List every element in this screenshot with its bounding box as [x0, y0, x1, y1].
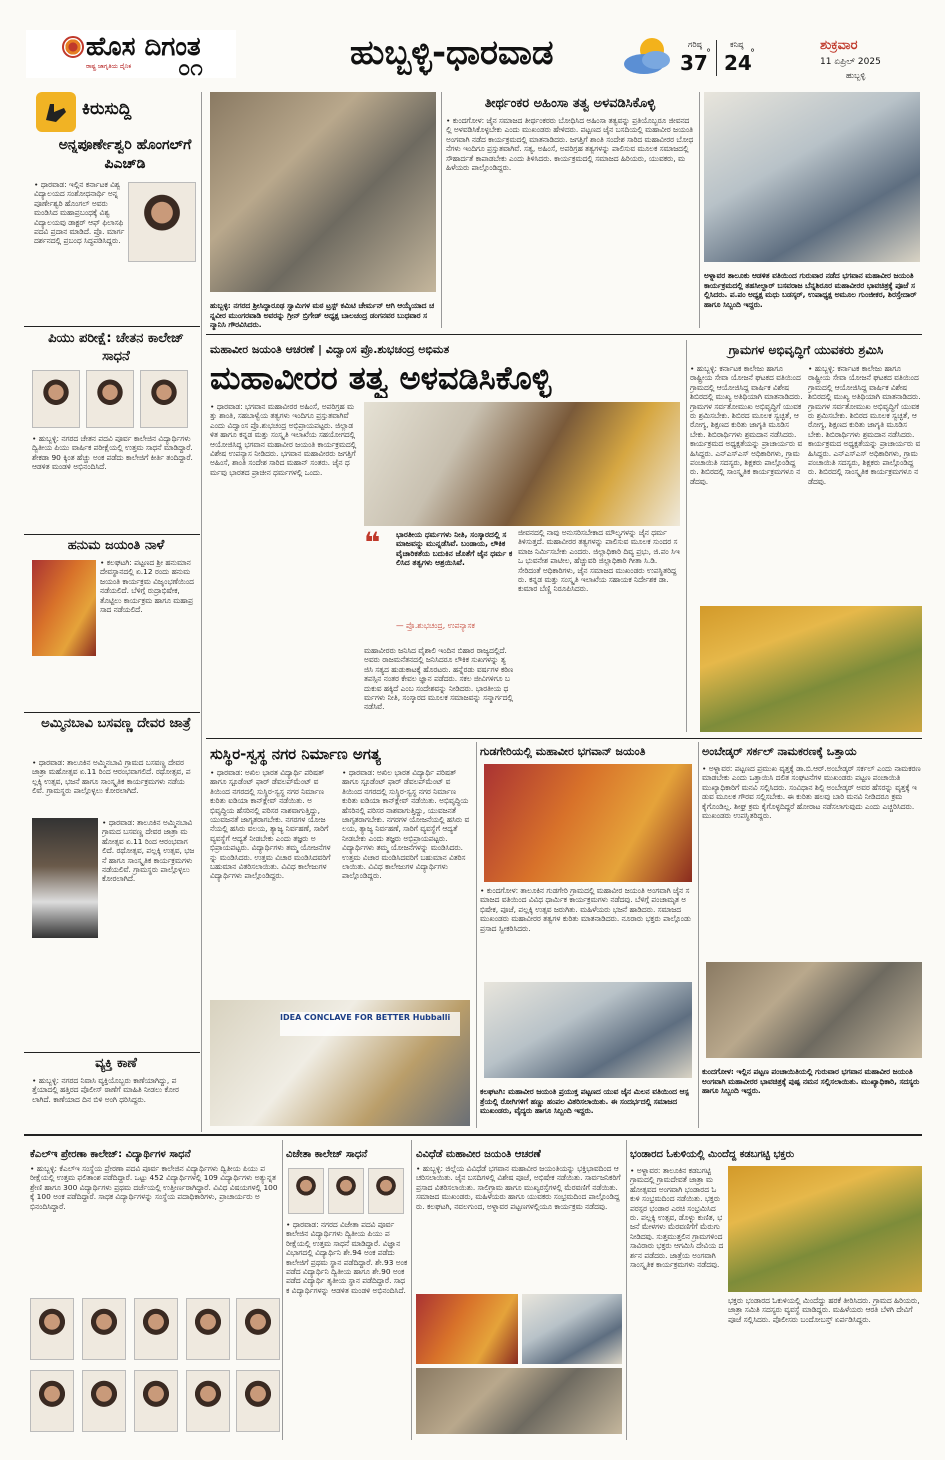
student-photo	[368, 1168, 404, 1214]
student-photo	[236, 1298, 280, 1360]
lead-photo	[364, 402, 680, 526]
temple-photo	[32, 818, 98, 938]
column-rule	[411, 1140, 412, 1440]
portrait-photo	[128, 182, 196, 262]
section-rule	[206, 334, 922, 335]
city: ಹುಬ್ಬಳ್ಳಿ	[846, 71, 866, 80]
student-photo	[134, 1298, 178, 1360]
tirthankar-headline: ತೀರ್ಥಂಕರ ಅಹಿಂಸಾ ತತ್ವ ಅಳವಡಿಸಿಕೊಳ್ಳಿ	[484, 96, 656, 111]
ambedkar-text: • ಅಳ್ನಾವರ: ಪಟ್ಟಣದ ಪ್ರಮುಖ ವೃತ್ತಕ್ಕೆ ಡಾ.ಬಿ.ಆರ್.ಅಂಬೇಡ್ಕರ್ ಸರ್ಕಲ್ ಎಂದು ನಾಮಕರಣ ಮಾಡಬೇಕು ಎಂದು ಒತ್ತಾಯಿಸಿ ದಲಿತ ಸಂಘಟನೆಗಳ ಮುಖಂಡರು ಪಟ್ಟಣ ಪಂಚಾಯಿತಿ ಮುಖ್ಯಾಧಿಕಾರಿಗೆ ಮನವಿ ಸಲ್ಲಿಸಿದರು. ಸಂವಿಧಾನ ಶಿಲ್ಪಿ ಅಂಬೇಡ್ಕರ್ ಅವರ ಹೆಸರನ್ನು ವೃತ್ತಕ್ಕೆ ಇಡುವ ಮೂಲಕ ಗೌರವ ಸಲ್ಲಿಸಬೇಕು. ಈ ಕುರಿತು ಹಲವು ಬಾರಿ ಮನವಿ ನೀಡಿದರೂ ಕ್ರಮ ಕೈಗೊಂಡಿಲ್ಲ. ಶೀಘ್ರ ಕ್ರಮ ಕೈಗೊಳ್ಳದಿದ್ದರೆ ಹೋರಾಟ ನಡೆಸಲಾಗುವುದು ಎಂದು ಎಚ್ಚರಿಸಿದರು. ಮುಖಂಡರು ಉಪಸ್ಥಿತರಿದ್ದರು.	[702, 764, 921, 821]
student-photo	[288, 1168, 324, 1214]
column-rule	[476, 742, 477, 1128]
weather-icon	[622, 34, 674, 76]
section-rule	[206, 738, 922, 739]
sidebar-brand-box	[36, 90, 188, 134]
city-text: • ಧಾರವಾಡ: ಅಖಿಲ ಭಾರತ ವಿದ್ಯಾರ್ಥಿ ಪರಿಷತ್ ಹಾಗೂ ಸ್ಟೂಡೆಂಟ್ ಫಾರ್ ಡೆವಲಪ್‌ಮೆಂಟ್ ವತಿಯಿಂದ ನಗರದಲ್ಲಿ ಸುಸ್ಥಿರ-ಸ್ವಸ್ಥ ನಗರ ನಿರ್ಮಾಣ ಕುರಿತು ಐಡಿಯಾ ಕಾನ್‌ಕ್ಲೇವ್ ನಡೆಯಿತು. ಅಭಿವೃದ್ಧಿಯ ಹೆಸರಿನಲ್ಲಿ ಪರಿಸರ ನಾಶವಾಗುತ್ತಿದ್ದು, ಯುವಜನತೆ ಜಾಗೃತರಾಗಬೇಕು. ನಗರಗಳ ಯೋಜನೆಯಲ್ಲಿ ಹಸಿರು ವಲಯ, ತ್ಯಾಜ್ಯ ನಿರ್ವಹಣೆ, ಸಾರಿಗೆ ವ್ಯವಸ್ಥೆಗೆ ಆದ್ಯತೆ ನೀಡಬೇಕು ಎಂದು ತಜ್ಞರು ಅಭಿಪ್ರಾಯಪಟ್ಟರು. ವಿದ್ಯಾರ್ಥಿಗಳು ತಮ್ಮ ಯೋಜನೆಗಳನ್ನು ಮಂಡಿಸಿದರು. ಉತ್ತಮ ವಿಚಾರ ಮಂಡಿಸಿದವರಿಗೆ ಬಹುಮಾನ ವಿತರಿಸಲಾಯಿತು. ವಿವಿಧ ಕಾಲೇಜುಗಳ ವಿದ್ಯಾರ್ಥಿಗಳು ಪಾಲ್ಗೊಂಡಿದ್ದರು.	[342, 768, 470, 881]
divider	[24, 326, 200, 327]
lead-kicker: ಮಹಾವೀರ ಜಯಂತಿ ಆಚರಣೆ | ವಿದ್ವಾಂಸ ಪ್ರೊ.ಶುಭಚಂದ್ರ ಅಭಿಮತ	[210, 343, 450, 356]
student-photo	[236, 1370, 280, 1432]
student-photo	[30, 1298, 74, 1360]
section-rule	[24, 1134, 922, 1136]
column-rule	[282, 1140, 283, 1440]
sidebar-item-title: ವ್ಯಕ್ತಿ ಕಾಣೆ	[95, 1056, 137, 1071]
vijeta-headline: ವಿಜೇತಾ ಕಾಲೇಜ್ ಸಾಧನೆ	[286, 1149, 368, 1160]
sidebar-item-title: ಅಮ್ಮಿನಬಾವಿ ಬಸವಣ್ಣ ದೇವರ ಜಾತ್ರೆ	[41, 716, 191, 731]
sidebar	[24, 90, 200, 1130]
quote-mark-icon: ❝	[364, 528, 381, 558]
conclave-photo	[210, 1000, 470, 1126]
column-rule	[441, 92, 442, 328]
camp-group-photo	[700, 606, 922, 732]
conclave-banner: IDEA CONCLAVE FOR BETTER Hubballi	[280, 1012, 460, 1036]
min-degree: °	[750, 48, 755, 59]
festival-photo	[728, 1166, 922, 1292]
column-rule	[699, 92, 700, 328]
photo-caption: ಹುಬ್ಬಳ್ಳಿ: ನಗರದ ಶ್ರೀಸಿದ್ಧಾರೂಢ ಸ್ವಾಮಿಗಳ ಮಠ ಟ್ರಸ್ಟ್ ಕಮಿಟಿ ಚೇರ್ಮನ್ ಆಗಿ ಆಯ್ಕೆಯಾದ ಚನ್ನವೀರ ಮುಂಗರವಾಡಿ ಅವರನ್ನು ಗ್ರೀನ್ ಬ್ರಿಗೇಡ್ ಅಧ್ಯಕ್ಷ ಬಾಲಚಂದ್ರ ಡಂಗನವರ ಬುಧವಾರ ಸನ್ಮಾನಿಸಿ ಗೌರವಿಸಿದರು.	[210, 301, 435, 330]
student-photo	[186, 1370, 230, 1432]
prerana-headline: ಕೆಎಲ್‌ಇ ಪ್ರೇರಣಾ ಕಾಲೇಜ್: ವಿದ್ಯಾರ್ಥಿಗಳ ಸಾಧನೆ	[30, 1149, 191, 1160]
sidebar-item-text: • ಹುಬ್ಬಳ್ಳಿ: ನಗರದ ಚೇತನ ಪದವಿ ಪೂರ್ವ ಕಾಲೇಜಿನ ವಿದ್ಯಾರ್ಥಿಗಳು ದ್ವಿತೀಯ ಪಿಯು ವಾರ್ಷಿಕ ಪರೀಕ್ಷೆಯಲ್ಲಿ ಉತ್ತಮ ಸಾಧನೆ ಮಾಡಿದ್ದಾರೆ. ಶೇಕಡಾ 90 ಕ್ಕಿಂತ ಹೆಚ್ಚು ಅಂಕ ಪಡೆದು ಕಾಲೇಜಿಗೆ ಕೀರ್ತಿ ತಂದಿದ್ದಾರೆ. ಆಡಳಿತ ಮಂಡಳಿ ಅಭಿನಂದಿಸಿದೆ.	[32, 434, 193, 472]
procession-photo	[416, 1294, 518, 1364]
felicitation-photo	[210, 92, 436, 292]
prerana-text: • ಹುಬ್ಬಳ್ಳಿ: ಕೆಎಲ್‌ಇ ಸಂಸ್ಥೆಯ ಪ್ರೇರಣಾ ಪದವಿ ಪೂರ್ವ ಕಾಲೇಜಿನ ವಿದ್ಯಾರ್ಥಿಗಳು ದ್ವಿತೀಯ ಪಿಯು ಪರೀಕ್ಷೆಯಲ್ಲಿ ಉತ್ತಮ ಫಲಿತಾಂಶ ಪಡೆದಿದ್ದಾರೆ. ಒಟ್ಟು 452 ವಿದ್ಯಾರ್ಥಿಗಳಲ್ಲಿ 109 ವಿದ್ಯಾರ್ಥಿಗಳು ಅತ್ಯುನ್ನತ ಶ್ರೇಣಿ ಹಾಗೂ 300 ವಿದ್ಯಾರ್ಥಿಗಳು ಪ್ರಥಮ ದರ್ಜೆಯಲ್ಲಿ ಉತ್ತೀರ್ಣರಾಗಿದ್ದಾರೆ. ವಿವಿಧ ವಿಷಯಗಳಲ್ಲಿ 100 ಕ್ಕೆ 100 ಅಂಕ ಪಡೆದಿದ್ದಾರೆ. ಸಾಧಕ ವಿದ್ಯಾರ್ಥಿಗಳನ್ನು ಸಂಸ್ಥೆಯ ಪದಾಧಿಕಾರಿಗಳು, ಪ್ರಾಚಾರ್ಯರು ಅಭಿನಂದಿಸಿದ್ದಾರೆ.	[30, 1164, 278, 1211]
hospital-photo	[484, 982, 692, 1078]
bhandara-text: ಭಕ್ತರು ಭಂಡಾರದ ಓಕುಳಿಯಲ್ಲಿ ಮಿಂದೆದ್ದು ಹರಕೆ ತೀರಿಸಿದರು. ಗ್ರಾಮದ ಹಿರಿಯರು, ಜಾತ್ರಾ ಸಮಿತಿ ಸದಸ್ಯರು ವ್ಯವಸ್ಥೆ ಮಾಡಿದ್ದರು. ಮಹಿಳೆಯರು ಆರತಿ ಬೆಳಗಿ ದೇವಿಗೆ ಪೂಜೆ ಸಲ್ಲಿಸಿದರು. ಪೊಲೀಸರು ಬಂದೋಬಸ್ತ್ ಏರ್ಪಡಿಸಿದ್ದರು.	[728, 1296, 920, 1324]
logo-emblem-icon	[62, 36, 84, 58]
gudageri-photo	[484, 764, 692, 882]
quote-author: — ಪ್ರೊ.ಶುಭಚಂದ್ರ, ಉಪನ್ಯಾಸಕ	[396, 621, 475, 630]
sidebar-item-title: ಹನುಮ ಜಯಂತಿ ನಾಳೆ	[67, 538, 165, 553]
student-photo	[32, 370, 80, 428]
day: ಶುಕ್ರವಾರ	[820, 38, 858, 53]
tirthankar-text: • ಕುಂದಗೋಳ: ಜೈನ ಸಮಾಜದ ತೀರ್ಥಂಕರರು ಬೋಧಿಸಿದ ಅಹಿಂಸಾ ತತ್ವವನ್ನು ಪ್ರತಿಯೊಬ್ಬರೂ ಜೀವನದಲ್ಲಿ ಅಳವಡಿಸಿಕೊಳ್ಳಬೇಕು ಎಂದು ಮುಖಂಡರು ಹೇಳಿದರು. ಪಟ್ಟಣದ ಜೈನ ಬಸದಿಯಲ್ಲಿ ಮಹಾವೀರ ಜಯಂತಿ ಅಂಗವಾಗಿ ನಡೆದ ಕಾರ್ಯಕ್ರಮದಲ್ಲಿ ಮಾತನಾಡಿದರು. ಜಗತ್ತಿಗೆ ಶಾಂತಿ ಸಂದೇಶ ಸಾರಿದ ಮಹಾವೀರರ ಬೋಧನೆಗಳು ಇಂದಿಗೂ ಪ್ರಸ್ತುತವಾಗಿವೆ. ಸತ್ಯ, ಅಹಿಂಸೆ, ಅಪರಿಗ್ರಹ ತತ್ವಗಳನ್ನು ಪಾಲಿಸುವ ಮೂಲಕ ಸಮಾಜದಲ್ಲಿ ಸೌಹಾರ್ದತೆ ಕಾಪಾಡಬೇಕು ಎಂದು ತಿಳಿಸಿದರು. ಕಾರ್ಯಕ್ರಮದಲ್ಲಿ ಸಮಾಜದ ಹಿರಿಯರು, ಯುವಕರು, ಮಹಿಳೆಯರು ಪಾಲ್ಗೊಂಡಿದ್ದರು.	[446, 116, 694, 173]
photo-caption: ಅಳ್ನಾವರ ತಾಲೂಕು ಆಡಳಿತ ವತಿಯಿಂದ ಗುರುವಾರ ನಡೆದ ಭಗವಾನ ಮಹಾವೀರ ಜಯಂತಿ ಕಾರ್ಯಕ್ರಮದಲ್ಲಿ ತಹಸೀಲ್ದಾರ್ ಬಸವರಾಜ ಬೆನ್ನಶಿರೂರ ಮಹಾವೀರರ ಭಾವಚಿತ್ರಕ್ಕೆ ಪೂಜೆ ಸಲ್ಲಿಸಿದರು. ಪ.ಪಂ ಅಧ್ಯಕ್ಷ ಮಧು ಬಡಸ್ಕರ್, ಉಪಾಧ್ಯಕ್ಷ ಅಮೂಲ ಗುಂಜೀಕರ, ಶಿರಸ್ತೇದಾರ್ ಹಾಗೂ ಸಿಬ್ಬಂದಿ ಇದ್ದರು.	[704, 271, 917, 309]
sidebar-item-text: • ಧಾರವಾಡ: ಇಲ್ಲಿನ ಕರ್ನಾಟಕ ವಿಶ್ವವಿದ್ಯಾಲಯದ ಸಂಶೋಧನಾರ್ಥಿ ಅನ್ನಪೂರ್ಣೇಶ್ವರಿ ಹೊಂಗಲ್ ಅವರು ಮಂಡಿಸಿದ ಮಹಾಪ್ರಬಂಧಕ್ಕೆ ವಿಶ್ವವಿದ್ಯಾಲಯವು ಡಾಕ್ಟರ್ ಆಫ್ ಫಿಲಾಸಫಿ ಪದವಿ ಪ್ರದಾನ ಮಾಡಿದೆ. ಪ್ರೊ. ಮಾರ್ಗದರ್ಶನದಲ್ಲಿ ಪ್ರಬಂಧ ಸಿದ್ಧಪಡಿಸಿದ್ದರು.	[34, 180, 125, 246]
photo-caption: ಕಲಘಟಗಿ: ಮಹಾವೀರ ಜಯಂತಿ ಪ್ರಯುಕ್ತ ಪಟ್ಟಣದ ಯುವ ಜೈನ ಮಿಲನ ವತಿಯಿಂದ ಆಸ್ಪತ್ರೆಯಲ್ಲಿ ರೋಗಿಗಳಿಗೆ ಹಣ್ಣು ಹಂಪಲ ವಿತರಿಸಲಾಯಿತು. ಈ ಸಂದರ್ಭದಲ್ಲಿ ಸಮಾಜದ ಮುಖಂಡರು, ವೈದ್ಯರು ಹಾಗೂ ಸಿಬ್ಬಂದಿ ಇದ್ದರು.	[480, 1087, 689, 1116]
color-register-marks	[820, 1446, 880, 1454]
youth-text: • ಹುಬ್ಬಳ್ಳಿ: ಕರ್ನಾಟಕ ಕಾಲೇಜು ಹಾಗೂ ರಾಷ್ಟ್ರೀಯ ಸೇವಾ ಯೋಜನೆ ಘಟಕದ ವತಿಯಿಂದ ಗ್ರಾಮದಲ್ಲಿ ಆಯೋಜಿಸಿದ್ದ ವಾರ್ಷಿಕ ವಿಶೇಷ ಶಿಬಿರದಲ್ಲಿ ಮುಖ್ಯ ಅತಿಥಿಯಾಗಿ ಮಾತನಾಡಿದರು. ಗ್ರಾಮಗಳ ಸರ್ವತೋಮುಖ ಅಭಿವೃದ್ಧಿಗೆ ಯುವಕರು ಶ್ರಮಿಸಬೇಕು. ಶಿಬಿರದ ಮೂಲಕ ಸ್ವಚ್ಛತೆ, ಆರೋಗ್ಯ, ಶಿಕ್ಷಣದ ಕುರಿತು ಜಾಗೃತಿ ಮೂಡಿಸಬೇಕು. ಶಿಬಿರಾರ್ಥಿಗಳು ಶ್ರಮದಾನ ನಡೆಸಿದರು. ಕಾರ್ಯಕ್ರಮದ ಅಧ್ಯಕ್ಷತೆಯನ್ನು ಪ್ರಾಚಾರ್ಯರು ವಹಿಸಿದ್ದರು. ಎನ್‌ಎಸ್‌ಎಸ್ ಅಧಿಕಾರಿಗಳು, ಗ್ರಾಮ ಪಂಚಾಯಿತಿ ಸದಸ್ಯರು, ಶಿಕ್ಷಕರು ಪಾಲ್ಗೊಂಡಿದ್ದರು. ಶಿಬಿರದಲ್ಲಿ ಸಾಂಸ್ಕೃತಿಕ ಕಾರ್ಯಕ್ರಮಗಳೂ ನಡೆದವು.	[808, 364, 921, 486]
color-register-marks	[80, 1446, 140, 1454]
divider	[24, 1052, 200, 1053]
lead-text: ಜೀವನದಲ್ಲಿ ನಾವು ಅನುಸರಿಸಬೇಕಾದ ಮೌಲ್ಯಗಳನ್ನು ಜೈನ ಧರ್ಮ ತಿಳಿಸುತ್ತದೆ. ಮಹಾವೀರರ ತತ್ವಗಳನ್ನು ಪಾಲಿಸುವ ಮೂಲಕ ಸುಂದರ ಸಮಾಜ ನಿರ್ಮಿಸಬೇಕು ಎಂದರು. ಜಿಲ್ಲಾಧಿಕಾರಿ ದಿವ್ಯ ಪ್ರಭು, ಜಿ.ಪಂ ಸಿಇಒ ಭುವನೇಶ ಪಾಟೀಲ, ಹೆಚ್ಚುವರಿ ಜಿಲ್ಲಾಧಿಕಾರಿ ಗೀತಾ ಸಿ.ಡಿ. ಸೇರಿದಂತೆ ಅಧಿಕಾರಿಗಳು, ಜೈನ ಸಮಾಜದ ಮುಖಂಡರು ಉಪಸ್ಥಿತರಿದ್ದರು. ಕನ್ನಡ ಮತ್ತು ಸಂಸ್ಕೃತಿ ಇಲಾಖೆಯ ಸಹಾಯಕ ನಿರ್ದೇಶಕ ಡಾ.ಕುಮಾರ ಬೆಣ್ಣಿ ನಿರೂಪಿಸಿದರು.	[518, 528, 680, 594]
bhandara-text: • ಅಳ್ನಾವರ: ತಾಲೂಕಿನ ಕಡಬಗಟ್ಟಿ ಗ್ರಾಮದಲ್ಲಿ ಗ್ರಾಮದೇವತೆ ಜಾತ್ರಾ ಮಹೋತ್ಸವದ ಅಂಗವಾಗಿ ಭಂಡಾರದ ಓಕುಳಿ ಸಂಭ್ರಮದಿಂದ ನಡೆಯಿತು. ಭಕ್ತರು ಪರಸ್ಪರ ಭಂಡಾರ ಎರಚಿ ಸಂಭ್ರಮಿಸಿದರು. ಪಲ್ಲಕ್ಕಿ ಉತ್ಸವ, ಡೊಳ್ಳು ಕುಣಿತ, ಭಜನೆ ಮೇಳಗಳು ಮೆರವಣಿಗೆಗೆ ಮೆರುಗು ನೀಡಿದವು. ಸುತ್ತಮುತ್ತಲಿನ ಗ್ರಾಮಗಳಿಂದ ಸಾವಿರಾರು ಭಕ್ತರು ಆಗಮಿಸಿ ದೇವಿಯ ದರ್ಶನ ಪಡೆದರು. ಜಾತ್ರೆಯ ಅಂಗವಾಗಿ ಸಾಂಸ್ಕೃತಿಕ ಕಾರ್ಯಕ್ರಮಗಳು ನಡೆದವು.	[630, 1166, 724, 1270]
various-headline: ವಿವಿಧೆಡೆ ಮಹಾವೀರ ಜಯಂತಿ ಆಚರಣೆ	[416, 1149, 541, 1160]
vijeta-text: • ಧಾರವಾಡ: ನಗರದ ವಿಜೇತಾ ಪದವಿ ಪೂರ್ವ ಕಾಲೇಜಿನ ವಿದ್ಯಾರ್ಥಿಗಳು ದ್ವಿತೀಯ ಪಿಯು ಪರೀಕ್ಷೆಯಲ್ಲಿ ಉತ್ತಮ ಸಾಧನೆ ಮಾಡಿದ್ದಾರೆ. ವಿಜ್ಞಾನ ವಿಭಾಗದಲ್ಲಿ ವಿದ್ಯಾರ್ಥಿನಿ ಶೇ.94 ಅಂಕ ಪಡೆದು ಕಾಲೇಜಿಗೆ ಪ್ರಥಮ ಸ್ಥಾನ ಪಡೆದಿದ್ದಾರೆ. ಶೇ.93 ಅಂಕ ಪಡೆದ ವಿದ್ಯಾರ್ಥಿನಿ ದ್ವಿತೀಯ ಹಾಗೂ ಶೇ.90 ಅಂಕ ಪಡೆದ ವಿದ್ಯಾರ್ಥಿ ತೃತೀಯ ಸ್ಥಾನ ಪಡೆದಿದ್ದಾರೆ. ಸಾಧಕ ವಿದ್ಯಾರ್ಥಿಗಳನ್ನು ಆಡಳಿತ ಮಂಡಳಿ ಅಭಿನಂದಿಸಿದೆ.	[286, 1220, 408, 1295]
min-temp-label: ಕನಿಷ್ಠ	[730, 40, 744, 49]
tribute-photo	[704, 92, 920, 262]
column-rule	[626, 1140, 627, 1440]
gathering-photo	[522, 1294, 622, 1364]
deity-photo	[32, 560, 96, 656]
divider	[24, 712, 200, 713]
min-temp: 24	[724, 51, 752, 75]
pull-quote	[364, 528, 514, 644]
max-temp: 37	[680, 51, 708, 75]
color-register-marks	[440, 1446, 500, 1454]
student-grid	[30, 1298, 280, 1438]
sidebar-brand: ಕಿರುಸುದ್ದಿ	[82, 99, 132, 119]
sidebar-item-title: ಅನ್ನಪೂರ್ಣೇಶ್ವರಿ ಹೊಂಗಲ್‌ಗೆ ಪಿಎಚ್‌ಡಿ	[58, 137, 192, 172]
youth-text: • ಹುಬ್ಬಳ್ಳಿ: ಕರ್ನಾಟಕ ಕಾಲೇಜು ಹಾಗೂ ರಾಷ್ಟ್ರೀಯ ಸೇವಾ ಯೋಜನೆ ಘಟಕದ ವತಿಯಿಂದ ಗ್ರಾಮದಲ್ಲಿ ಆಯೋಜಿಸಿದ್ದ ವಾರ್ಷಿಕ ವಿಶೇಷ ಶಿಬಿರದಲ್ಲಿ ಮುಖ್ಯ ಅತಿಥಿಯಾಗಿ ಮಾತನಾಡಿದರು. ಗ್ರಾಮಗಳ ಸರ್ವತೋಮುಖ ಅಭಿವೃದ್ಧಿಗೆ ಯುವಕರು ಶ್ರಮಿಸಬೇಕು. ಶಿಬಿರದ ಮೂಲಕ ಸ್ವಚ್ಛತೆ, ಆರೋಗ್ಯ, ಶಿಕ್ಷಣದ ಕುರಿತು ಜಾಗೃತಿ ಮೂಡಿಸಬೇಕು. ಶಿಬಿರಾರ್ಥಿಗಳು ಶ್ರಮದಾನ ನಡೆಸಿದರು. ಕಾರ್ಯಕ್ರಮದ ಅಧ್ಯಕ್ಷತೆಯನ್ನು ಪ್ರಾಚಾರ್ಯರು ವಹಿಸಿದ್ದರು. ಎನ್‌ಎಸ್‌ಎಸ್ ಅಧಿಕಾರಿಗಳು, ಗ್ರಾಮ ಪಂಚಾಯಿತಿ ಸದಸ್ಯರು, ಶಿಕ್ಷಕರು ಪಾಲ್ಗೊಂಡಿದ್ದರು. ಶಿಬಿರದಲ್ಲಿ ಸಾಂಸ್ಕೃತಿಕ ಕಾರ್ಯಕ್ರಮಗಳೂ ನಡೆದವು.	[690, 364, 803, 486]
student-photo	[86, 370, 134, 428]
city-headline: ಸುಸ್ಥಿರ-ಸ್ವಸ್ಥ ನಗರ ನಿರ್ಮಾಣ ಅಗತ್ಯ	[210, 745, 381, 763]
divider	[24, 534, 200, 535]
group-photo	[416, 1368, 622, 1434]
gudageri-headline: ಗುಡಗೇರಿಯಲ್ಲಿ ಮಹಾವೀರ ಭಗವಾನ್ ಜಯಂತಿ	[480, 745, 646, 758]
student-photo	[186, 1298, 230, 1360]
date: 11 ಏಪ್ರಿಲ್ 2025	[820, 57, 881, 67]
masthead	[0, 0, 945, 88]
lead-text: ಮಹಾವೀರರು ಜನಿಸಿದ ವೈಶಾಲಿ ಇಂದಿನ ಬಿಹಾರ ರಾಜ್ಯದಲ್ಲಿದೆ. ಅವರು ರಾಜಮನೆತನದಲ್ಲಿ ಜನಿಸಿದರೂ ಲೌಕಿಕ ಸುಖಗಳನ್ನು ತ್ಯಜಿಸಿ ಸತ್ಯದ ಹುಡುಕಾಟಕ್ಕೆ ಹೊರಟರು. ಹನ್ನೆರಡು ವರ್ಷಗಳ ಕಠಿಣ ತಪಸ್ಸಿನ ನಂತರ ಕೇವಲ ಜ್ಞಾನ ಪಡೆದರು. ಸಕಲ ಜೀವಿಗಳಿಗೂ ಬದುಕುವ ಹಕ್ಕಿದೆ ಎಂಬ ಸಂದೇಶವನ್ನು ನೀಡಿದರು. ಭಾರತೀಯ ಧರ್ಮಗಳು ನೀತಿ, ಸಂಸ್ಕಾರದ ಮೂಲಕ ಸಮಾಜವನ್ನು ಸನ್ಮಾರ್ಗದಲ್ಲಿ ನಡೆಸಿವೆ.	[364, 646, 514, 712]
student-photo	[30, 1370, 74, 1432]
column-rule	[698, 742, 699, 1128]
student-photo	[140, 370, 188, 428]
logo-sub: ರಾಷ್ಟ್ರ ಜಾಗೃತಿಯ ದೈನಿಕ	[86, 63, 132, 70]
panchayat-photo	[706, 962, 922, 1058]
column-rule	[686, 340, 687, 732]
lead-headline: ಮಹಾವೀರರ ತತ್ವ ಅಳವಡಿಸಿಕೊಳ್ಳಿ	[210, 359, 552, 397]
sidebar-item-title: ಪಿಯು ಪರೀಕ್ಷೆ: ಚೇತನ ಕಾಲೇಜ್ ಸಾಧನೆ	[48, 331, 184, 364]
quote-text: ಭಾರತೀಯ ಧರ್ಮಗಳು ನೀತಿ, ಸಂಸ್ಕಾರದಲ್ಲಿ ಸಮಾಜವನ್ನು ಮುನ್ನಡೆಸಿವೆ. ಬಂಡಾಯ, ಲೌಕಿಕ ವೈಚಾರಿಕತೆಯ ಬದುಕಿನ ಜೊತೆಗೆ ಜೈನ ಧರ್ಮ ಕಲಿಸಿದ ತತ್ವಗಳು ಆಶ್ರಯಿಸಿವೆ.	[396, 530, 513, 568]
column-rule	[201, 92, 202, 1132]
city-text: • ಧಾರವಾಡ: ಅಖಿಲ ಭಾರತ ವಿದ್ಯಾರ್ಥಿ ಪರಿಷತ್ ಹಾಗೂ ಸ್ಟೂಡೆಂಟ್ ಫಾರ್ ಡೆವಲಪ್‌ಮೆಂಟ್ ವತಿಯಿಂದ ನಗರದಲ್ಲಿ ಸುಸ್ಥಿರ-ಸ್ವಸ್ಥ ನಗರ ನಿರ್ಮಾಣ ಕುರಿತು ಐಡಿಯಾ ಕಾನ್‌ಕ್ಲೇವ್ ನಡೆಯಿತು. ಅಭಿವೃದ್ಧಿಯ ಹೆಸರಿನಲ್ಲಿ ಪರಿಸರ ನಾಶವಾಗುತ್ತಿದ್ದು, ಯುವಜನತೆ ಜಾಗೃತರಾಗಬೇಕು. ನಗರಗಳ ಯೋಜನೆಯಲ್ಲಿ ಹಸಿರು ವಲಯ, ತ್ಯಾಜ್ಯ ನಿರ್ವಹಣೆ, ಸಾರಿಗೆ ವ್ಯವಸ್ಥೆಗೆ ಆದ್ಯತೆ ನೀಡಬೇಕು ಎಂದು ತಜ್ಞರು ಅಭಿಪ್ರಾಯಪಟ್ಟರು. ವಿದ್ಯಾರ್ಥಿಗಳು ತಮ್ಮ ಯೋಜನೆಗಳನ್ನು ಮಂಡಿಸಿದರು. ಉತ್ತಮ ವಿಚಾರ ಮಂಡಿಸಿದವರಿಗೆ ಬಹುಮಾನ ವಿತರಿಸಲಾಯಿತು. ವಿವಿಧ ಕಾಲೇಜುಗಳ ವಿದ್ಯಾರ್ಥಿಗಳು ಪಾಲ್ಗೊಂಡಿದ್ದರು.	[210, 768, 331, 881]
max-temp-label: ಗರಿಷ್ಠ	[688, 40, 702, 49]
student-photo	[328, 1168, 364, 1214]
sidebar-item-text: • ಧಾರವಾಡ: ತಾಲೂಕಿನ ಅಮ್ಮಿನಬಾವಿ ಗ್ರಾಮದ ಬಸವಣ್ಣ ದೇವರ ಜಾತ್ರಾ ಮಹೋತ್ಸವ ಏ.11 ರಿಂದ ಆರಂಭವಾಗಲಿದೆ. ರಥೋತ್ಸವ, ಪಲ್ಲಕ್ಕಿ ಉತ್ಸವ, ಭಜನೆ ಹಾಗೂ ಸಾಂಸ್ಕೃತಿಕ ಕಾರ್ಯಕ್ರಮಗಳು ನಡೆಯಲಿವೆ. ಗ್ರಾಮಸ್ಥರು ಪಾಲ್ಗೊಳ್ಳಲು ಕೋರಲಾಗಿದೆ.	[102, 818, 195, 884]
various-text: • ಹುಬ್ಬಳ್ಳಿ: ಜಿಲ್ಲೆಯ ವಿವಿಧೆಡೆ ಭಗವಾನ ಮಹಾವೀರ ಜಯಂತಿಯನ್ನು ಭಕ್ತಿಭಾವದಿಂದ ಆಚರಿಸಲಾಯಿತು. ಜೈನ ಬಸದಿಗಳಲ್ಲಿ ವಿಶೇಷ ಪೂಜೆ, ಅಭಿಷೇಕ ನಡೆಯಿತು. ಸಾರ್ವಜನಿಕರಿಗೆ ಪ್ರಸಾದ ವಿತರಿಸಲಾಯಿತು. ಸಾಲಿಗ್ರಾಮ ಹಾಗೂ ಮುಖ್ಯರಸ್ತೆಗಳಲ್ಲಿ ಮೆರವಣಿಗೆ ನಡೆಯಿತು. ಸಮಾಜದ ಮುಖಂಡರು, ಮಹಿಳೆಯರು ಹಾಗೂ ಯುವಕರು ಸಂಭ್ರಮದಿಂದ ಪಾಲ್ಗೊಂಡಿದ್ದರು. ಕಲಘಟಗಿ, ನವಲಗುಂದ, ಅಳ್ನಾವರ ಪಟ್ಟಣಗಳಲ್ಲಿಯೂ ಕಾರ್ಯಕ್ರಮ ನಡೆದವು.	[416, 1164, 621, 1211]
edition-title: ಹುಬ್ಬಳ್ಳಿ-ಧಾರವಾಡ	[350, 33, 554, 73]
student-photo	[134, 1370, 178, 1432]
student-photo	[82, 1370, 126, 1432]
max-degree: °	[706, 48, 711, 59]
bhandara-headline: ಭಂಡಾರದ ಓಕುಳಿಯಲ್ಲಿ ಮಿಂದೆದ್ದ ಕಡಬಗಟ್ಟಿ ಭಕ್ತರು	[630, 1149, 795, 1160]
sidebar-item-text: • ಧಾರವಾಡ: ತಾಲೂಕಿನ ಅಮ್ಮಿನಬಾವಿ ಗ್ರಾಮದ ಬಸವಣ್ಣ ದೇವರ ಜಾತ್ರಾ ಮಹೋತ್ಸವ ಏ.11 ರಿಂದ ಆರಂಭವಾಗಲಿದೆ. ರಥೋತ್ಸವ, ಪಲ್ಲಕ್ಕಿ ಉತ್ಸವ, ಭಜನೆ ಹಾಗೂ ಸಾಂಸ್ಕೃತಿಕ ಕಾರ್ಯಕ್ರಮಗಳು ನಡೆಯಲಿವೆ. ಗ್ರಾಮಸ್ಥರು ಪಾಲ್ಗೊಳ್ಳಲು ಕೋರಲಾಗಿದೆ.	[32, 758, 191, 796]
lead-text: • ಧಾರವಾಡ: ಭಗವಾನ ಮಹಾವೀರರ ಅಹಿಂಸೆ, ಅಪರಿಗ್ರಹ ಮತ್ತು ಶಾಂತಿ, ಸಹಬಾಳ್ವೆಯ ತತ್ವಗಳು ಇಂದಿಗೂ ಪ್ರಸ್ತುತವಾಗಿವೆ ಎಂದು ವಿದ್ವಾಂಸ ಪ್ರೊ.ಶುಭಚಂದ್ರ ಅಭಿಪ್ರಾಯಪಟ್ಟರು. ಜಿಲ್ಲಾಡಳಿತ ಹಾಗೂ ಕನ್ನಡ ಮತ್ತು ಸಂಸ್ಕೃತಿ ಇಲಾಖೆಯ ಸಹಯೋಗದಲ್ಲಿ ಆಯೋಜಿಸಿದ್ದ ಭಗವಾನ ಮಹಾವೀರ ಜಯಂತಿ ಕಾರ್ಯಕ್ರಮದಲ್ಲಿ ವಿಶೇಷ ಉಪನ್ಯಾಸ ನೀಡಿದರು. ಭಗವಾನ ಮಹಾವೀರರು ಜಗತ್ತಿಗೆ ಅಹಿಂಸೆ, ಶಾಂತಿ ಸಂದೇಶ ಸಾರಿದ ಮಹಾನ್ ಸಂತರು. ಜೈನ ಧರ್ಮವು ಭಾರತದ ಪ್ರಾಚೀನ ಧರ್ಮಗಳಲ್ಲಿ ಒಂದು.	[210, 402, 357, 477]
temp-divider	[716, 40, 717, 76]
sidebar-item-text: • ಹುಬ್ಬಳ್ಳಿ: ನಗರದ ನಿವಾಸಿ ವ್ಯಕ್ತಿಯೊಬ್ಬರು ಕಾಣೆಯಾಗಿದ್ದು, ಪತ್ತೆಯಾದಲ್ಲಿ ಹತ್ತಿರದ ಪೊಲೀಸ್ ಠಾಣೆಗೆ ಮಾಹಿತಿ ನೀಡಲು ಕೋರಲಾಗಿದೆ. ಕಾಣೆಯಾದ ದಿನ ಬಿಳಿ ಅಂಗಿ ಧರಿಸಿದ್ದರು.	[32, 1076, 179, 1104]
photo-caption: ಕುಂದಗೋಳ: ಇಲ್ಲಿನ ಪಟ್ಟಣ ಪಂಚಾಯಿತಿಯಲ್ಲಿ ಗುರುವಾರ ಭಗವಾನ ಮಹಾವೀರ ಜಯಂತಿ ಅಂಗವಾಗಿ ಮಹಾವೀರರ ಭಾವಚಿತ್ರಕ್ಕೆ ಪುಷ್ಪ ನಮನ ಸಲ್ಲಿಸಲಾಯಿತು. ಮುಖ್ಯಾಧಿಕಾರಿ, ಸದಸ್ಯರು ಹಾಗೂ ಸಿಬ್ಬಂದಿ ಇದ್ದರು.	[702, 1067, 920, 1096]
gudageri-text: • ಕುಂದಗೋಳ: ತಾಲೂಕಿನ ಗುಡಗೇರಿ ಗ್ರಾಮದಲ್ಲಿ ಮಹಾವೀರ ಜಯಂತಿ ಅಂಗವಾಗಿ ಜೈನ ಸಮಾಜದ ವತಿಯಿಂದ ವಿವಿಧ ಧಾರ್ಮಿಕ ಕಾರ್ಯಕ್ರಮಗಳು ನಡೆದವು. ಬೆಳಿಗ್ಗೆ ಪಂಚಾಮೃತ ಅಭಿಷೇಕ, ಪೂಜೆ, ಪಲ್ಲಕ್ಕಿ ಉತ್ಸವ ಜರುಗಿತು. ಮಹಿಳೆಯರು ಭಜನೆ ಹಾಡಿದರು. ಸಮಾಜದ ಮುಖಂಡರು ಮಹಾವೀರರ ತತ್ವಗಳ ಕುರಿತು ಮಾತನಾಡಿದರು. ನೂರಾರು ಭಕ್ತರು ಪಾಲ್ಗೊಂಡು ಪ್ರಸಾದ ಸ್ವೀಕರಿಸಿದರು.	[480, 886, 692, 933]
student-photo	[82, 1298, 126, 1360]
ambedkar-headline: ಅಂಬೇಡ್ಕರ್ ಸರ್ಕಲ್ ನಾಮಕರಣಕ್ಕೆ ಒತ್ತಾಯ	[702, 745, 857, 758]
page-number: ೦೧	[178, 56, 203, 81]
hand-icon	[36, 92, 76, 132]
logo-text: ಹೊಸ ದಿಗಂತ	[86, 32, 201, 62]
youth-headline: ಗ್ರಾಮಗಳ ಅಭಿವೃದ್ಧಿಗೆ ಯುವಕರು ಶ್ರಮಿಸಿ	[728, 343, 884, 357]
sidebar-item-text: • ಕಲಘಟಗಿ: ಪಟ್ಟಣದ ಶ್ರೀ ಹನುಮಾನ ದೇವಸ್ಥಾನದಲ್ಲಿ ಏ.12 ರಂದು ಹನುಮ ಜಯಂತಿ ಕಾರ್ಯಕ್ರಮ ವಿಜೃಂಭಣೆಯಿಂದ ನಡೆಯಲಿದೆ. ಬೆಳಿಗ್ಗೆ ರುದ್ರಾಭಿಷೇಕ, ತೊಟ್ಟಿಲು ಕಾರ್ಯಕ್ರಮ ಹಾಗೂ ಮಹಾಪ್ರಸಾದ ನಡೆಯಲಿದೆ.	[100, 558, 194, 615]
